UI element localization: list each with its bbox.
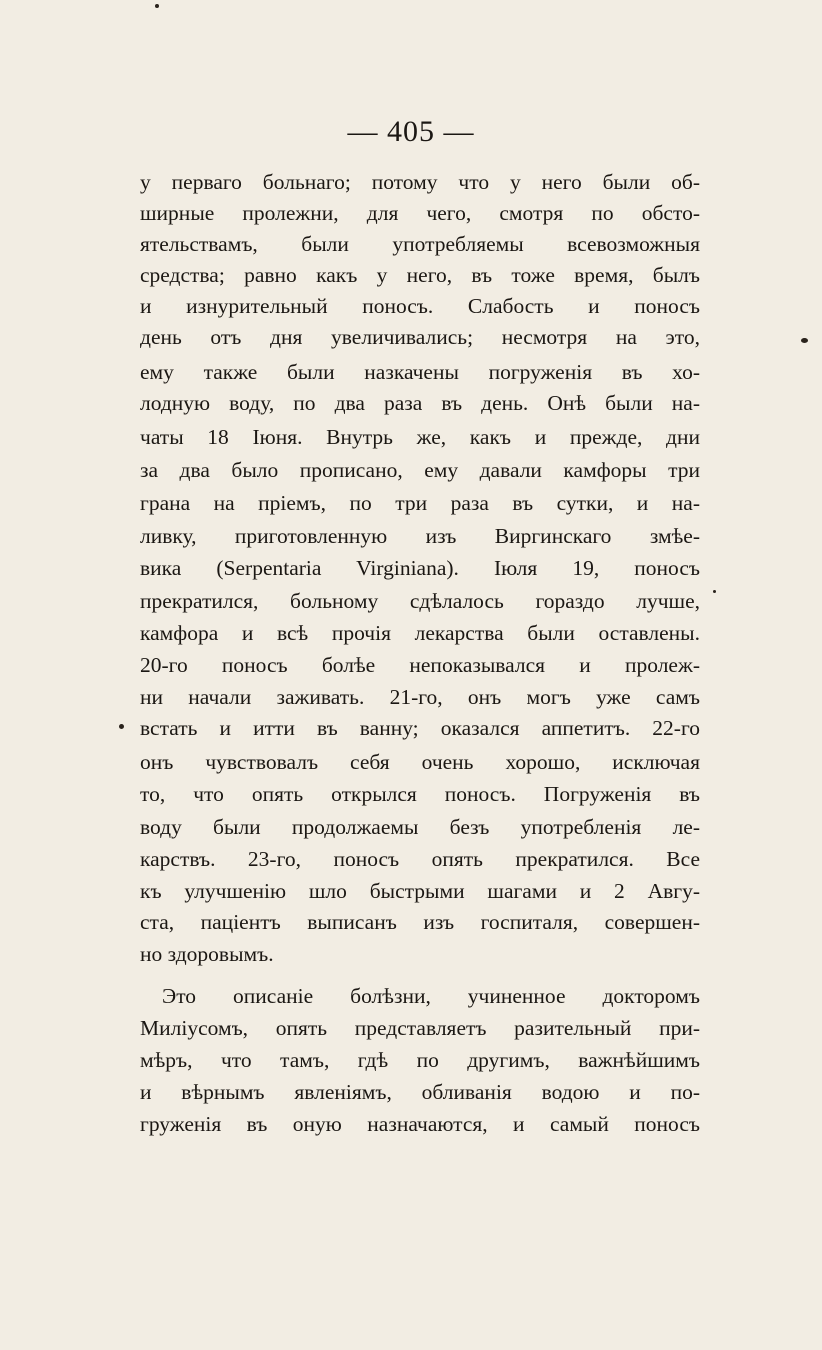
page-number: — 405 — [347, 115, 475, 148]
text-line: Это описаніе болѣзни, учиненное докторомъ [162, 984, 700, 1008]
paper-speck [713, 590, 716, 593]
paper-speck [801, 338, 808, 343]
text-line: онъ чувствовалъ себя очень хорошо, исключая [140, 750, 700, 774]
text-line: то, что опять открылся поносъ. Погруженія въ [140, 782, 700, 806]
text-line: ста, паціентъ выписанъ изъ госпиталя, совершен- [140, 910, 700, 934]
text-line: къ улучшенію шло быстрыми шагами и 2 Авгу- [140, 879, 700, 903]
text-line: мѣръ, что тамъ, гдѣ по другимъ, важнѣйшимъ [140, 1048, 700, 1072]
text-line: грана на пріемъ, по три раза въ сутки, и на- [140, 491, 700, 515]
text-line: чаты 18 Іюня. Внутрь же, какъ и прежде, дни [140, 425, 700, 449]
text-line: 20-го поносъ болѣе непоказывался и пролеж- [140, 653, 700, 677]
text-line: ни начали заживать. 21-го, онъ могъ уже самъ [140, 685, 700, 709]
text-line: и вѣрнымъ явленіямъ, обливанія водою и по- [140, 1080, 700, 1104]
text-line: средства; равно какъ у него, въ тоже время, былъ [140, 263, 700, 287]
text-line: встать и итти въ ванну; оказался аппетитъ. 22-го [140, 716, 700, 740]
text-line: день отъ дня увеличивались; несмотря на это, [140, 325, 700, 349]
text-line: камфора и всѣ прочія лекарства были оставлены. [140, 621, 700, 645]
text-line: за два было прописано, ему давали камфоры три [140, 458, 700, 482]
text-line: груженія въ оную назначаются, и самый поносъ [140, 1112, 700, 1136]
text-line: у перваго больнаго; потому что у него были об- [140, 170, 700, 194]
text-line: ему также были назкачены погруженія въ хо- [140, 360, 700, 384]
paper-speck [155, 4, 159, 8]
text-line: вика (Serpentaria Virginiana). Іюля 19, поносъ [140, 556, 700, 580]
paper-speck [119, 724, 124, 729]
text-line: ливку, приготовленную изъ Виргинскаго змѣе- [140, 524, 700, 548]
text-line: но здоровымъ. [140, 942, 274, 966]
text-line: ширные пролежни, для чего, смотря по обсто- [140, 201, 700, 225]
text-line: лодную воду, по два раза въ день. Онѣ были на- [140, 391, 700, 415]
text-line: ятельствамъ, были употребляемы всевозможныя [140, 232, 700, 256]
text-line: Миліусомъ, опять представляетъ разительный при- [140, 1016, 700, 1040]
text-line: прекратился, больному сдѣлалось гораздо лучше, [140, 589, 700, 613]
text-line: воду были продолжаемы безъ употребленія ле- [140, 815, 700, 839]
text-line: карствъ. 23-го, поносъ опять прекратился. Все [140, 847, 700, 871]
text-line: и изнурительный поносъ. Слабость и поносъ [140, 294, 700, 318]
